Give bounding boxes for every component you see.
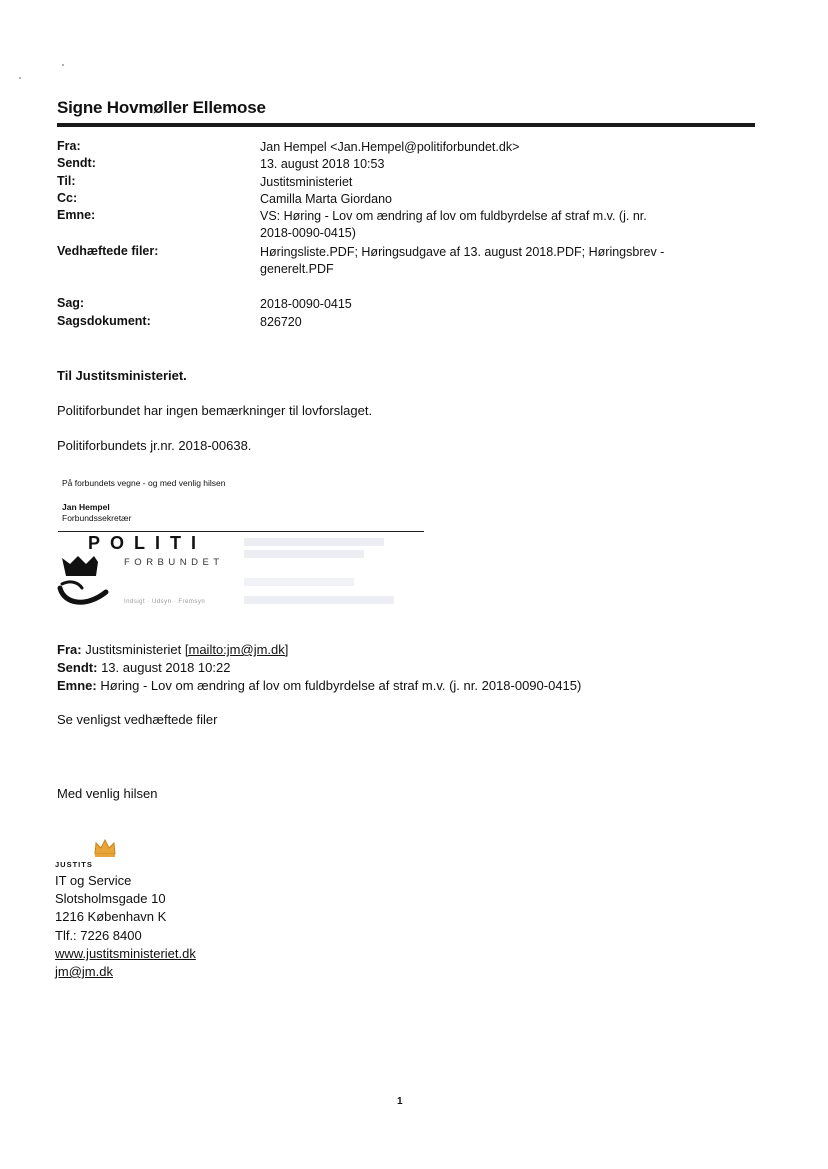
jm-phone: Tlf.: 7226 8400 (55, 928, 142, 943)
fwd-emne-value: Høring - Lov om ændring af lov om fuldbyrdelse af straf m.v. (j. nr. 2018-0090-0415) (100, 678, 582, 693)
emne-line-2: 2018-0090-0415) (260, 226, 356, 240)
jm-logo-text: JUSTITS (55, 860, 93, 869)
body-line-1: Politiforbundet har ingen bemærkninger til lovforslaget. (57, 403, 373, 418)
fwd-text: Se venligst vedhæftede filer (57, 712, 218, 727)
fwd-sendt-value: 13. august 2018 10:22 (101, 660, 231, 675)
jm-city: 1216 København K (55, 909, 167, 924)
sendt-value: 13. august 2018 10:53 (260, 157, 385, 171)
signature-title: Forbundssekretær (62, 513, 132, 523)
sendt-label: Sendt: (57, 156, 96, 170)
scan-speck (62, 64, 64, 66)
jm-website-link[interactable]: www.justitsministeriet.dk (55, 946, 196, 961)
fwd-mailto-link[interactable]: [mailto:jm@jm.dk] (184, 642, 289, 657)
fwd-closing: Med venlig hilsen (57, 786, 158, 801)
signature-name: Jan Hempel (62, 502, 110, 512)
emne-value (260, 208, 700, 242)
fra-label: Fra: (57, 139, 81, 153)
emne-line-1: VS: Høring - Lov om ændring af lov om fuldbyrdelse af straf m.v. (j. nr. (260, 209, 647, 223)
mailbox-owner-name: Signe Hovmøller Ellemose (57, 98, 266, 117)
page-number: 1 (397, 1096, 403, 1107)
emne-label: Emne: (57, 208, 96, 222)
scan-speck (19, 77, 21, 79)
header-rule (57, 123, 755, 127)
politiforbundet-emblem-icon (56, 554, 122, 610)
politiforbundet-logo-tagline: Indsigt · Udsyn · Fremsyn (124, 599, 206, 605)
fra-value: Jan Hempel <Jan.Hempel@politiforbundet.dk> (260, 140, 520, 154)
jm-dept: IT og Service (55, 873, 132, 888)
sag-value: 2018-0090-0415 (260, 297, 352, 311)
politiforbundet-logo-word: POLITI (88, 533, 206, 553)
faded-text-block (244, 550, 364, 558)
sagsdokument-value: 826720 (260, 315, 302, 329)
body-line-2: Politiforbundets jr.nr. 2018-00638. (57, 438, 252, 453)
signature-rule (58, 531, 424, 532)
sag-label: Sag: (57, 296, 85, 310)
faded-text-block (244, 578, 354, 586)
attachments-value (260, 244, 700, 278)
cc-value: Camilla Marta Giordano (260, 192, 392, 206)
attachments-line-1: Høringsliste.PDF; Høringsudgave af 13. august 2018.PDF; Høringsbrev - (260, 245, 665, 259)
politiforbundet-logo-subword: FORBUNDET (124, 557, 224, 568)
til-value: Justitsministeriet (260, 175, 353, 189)
greeting: Til Justitsministeriet. (57, 368, 187, 383)
til-label: Til: (57, 174, 76, 188)
fwd-sendt-label: Sendt: (57, 660, 98, 675)
attachments-line-2: generelt.PDF (260, 262, 334, 276)
fwd-emne-label: Emne: (57, 678, 97, 693)
sagsdokument-label: Sagsdokument: (57, 314, 151, 328)
faded-text-block (244, 596, 394, 604)
fwd-fra-value: Justitsministeriet (85, 642, 182, 657)
faded-text-block (244, 538, 384, 546)
jm-email-link[interactable]: jm@jm.dk (55, 964, 113, 979)
jm-street: Slotsholmsgade 10 (55, 891, 166, 906)
fwd-fra (57, 642, 288, 657)
fwd-fra-label: Fra: (57, 642, 82, 657)
cc-label: Cc: (57, 191, 78, 205)
signature-on-behalf: På forbundets vegne - og med venlig hilsen (62, 478, 226, 488)
attachments-label: Vedhæftede filer: (57, 244, 159, 258)
fwd-sendt (57, 660, 230, 675)
fwd-emne (57, 678, 581, 693)
crown-icon (93, 838, 117, 858)
